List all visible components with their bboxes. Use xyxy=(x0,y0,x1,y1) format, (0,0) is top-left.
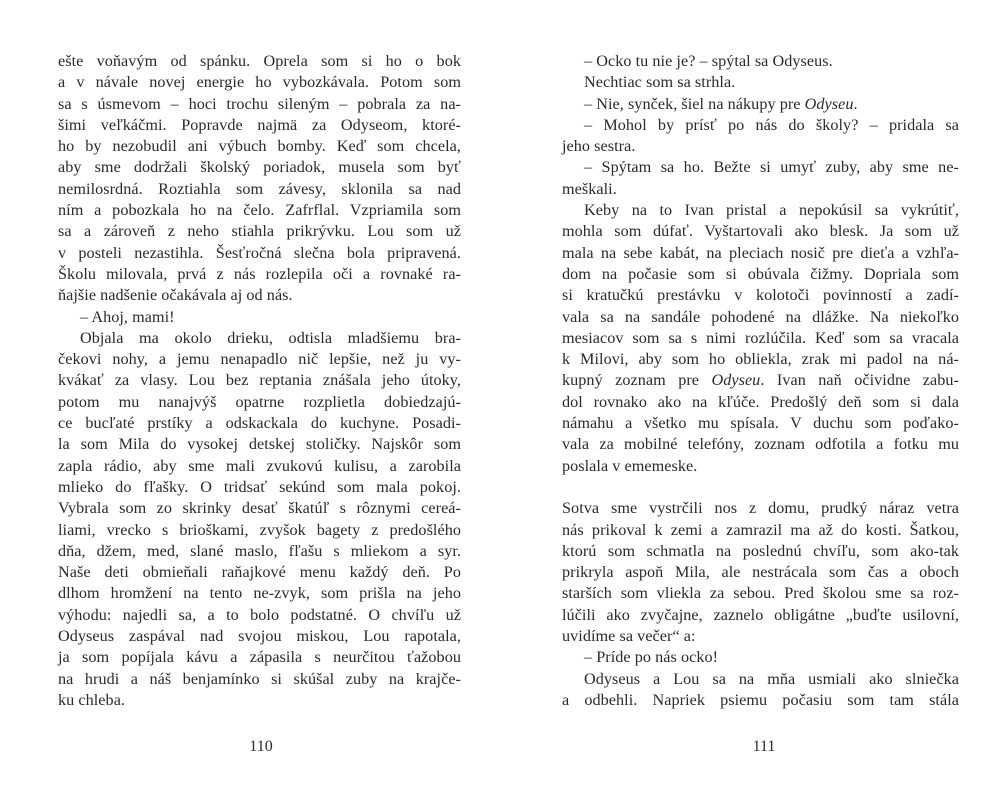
text-segment: – Mohol by prísť po nás do školy? – pridala sa xyxy=(584,115,959,134)
right-page-text xyxy=(562,51,959,711)
text-segment: liami, vrecko s brioškami, zvyšok bagety z predošlého xyxy=(58,520,461,539)
text-segment: ešte voňavým od spánku. Oprela som si ho o bok xyxy=(58,52,461,70)
text-line xyxy=(562,264,959,285)
text-segment: a v návale novej energie ho vybozkávala. Potom som xyxy=(58,73,461,92)
text-line xyxy=(58,264,461,285)
text-line xyxy=(562,200,959,221)
text-line xyxy=(562,328,959,349)
text-segment: zapla rádio, aby sme mali zvukovú kulisu, a zarobila xyxy=(58,456,461,475)
text-segment: mala na sebe kabát, na pleciach nosič pre dieťa a vzhľa- xyxy=(562,243,959,262)
text-segment: vala za mobilné telefóny, zoznam odfotila a fotku mu xyxy=(562,435,959,454)
text-line xyxy=(562,562,959,583)
text-segment: ce bucľaté prstíky a odskackala do kuchyne. Posadi- xyxy=(58,414,461,433)
text-segment: ja som popíjala kávu a zápasila s neurčitou ťažobou xyxy=(58,648,461,667)
text-line xyxy=(58,221,461,242)
text-line xyxy=(562,583,959,604)
text-segment: nás prikoval k zemi a zamrazil ma až do kosti. Šatkou, xyxy=(562,520,959,539)
text-segment: dol rovnako ako na kľúče. Predošlý deň som si dala xyxy=(562,392,959,411)
text-line xyxy=(562,647,959,668)
text-line xyxy=(58,434,461,455)
text-segment: . Ivan naň očividne zabu- xyxy=(760,371,959,390)
text-segment: starších som vliekla za sebou. Pred školou sme sa roz- xyxy=(562,584,959,603)
text-segment: jeho sestra. xyxy=(562,137,636,156)
text-segment: uvidíme sa večer“ a: xyxy=(562,627,696,646)
text-segment: sa s úsmevom – hoci trochu sileným – pobrala za na- xyxy=(58,94,461,113)
text-segment: – Spýtam sa ho. Bežte si umyť zuby, aby sme ne- xyxy=(584,158,959,177)
page-number-right: 111 xyxy=(752,738,776,755)
text-line xyxy=(562,541,959,562)
text-line xyxy=(58,413,461,434)
text-segment: nemilosrdná. Roztiahla som závesy, sklonila sa nad xyxy=(58,179,461,198)
text-line xyxy=(58,370,461,391)
italic-title: Odyseu xyxy=(711,371,761,390)
text-segment: námahu a všetko mu spísala. V duchu som poďako- xyxy=(562,414,959,433)
text-segment: Sotva sme vystrčili nos z domu, prudký náraz vetra xyxy=(562,499,959,518)
text-line xyxy=(562,477,959,498)
text-line xyxy=(58,200,461,221)
text-segment: poslala v ememeske. xyxy=(562,456,698,475)
text-line xyxy=(58,498,461,519)
page-number-left: 110 xyxy=(249,738,273,755)
text-segment: Odyseus zaspával nad svojou miskou, Lou rapotala, xyxy=(58,627,461,646)
text-segment: výhodu: najedli sa, a to bolo podstatné. O chvíľu už xyxy=(58,605,461,624)
text-line xyxy=(58,243,461,264)
text-segment: čekovi nohy, a jemu nenapadlo nič lepšie, než ju vy- xyxy=(58,350,461,369)
text-line xyxy=(58,136,461,157)
text-line xyxy=(58,669,461,690)
text-segment: ňajšie nadšenie očakávala aj od nás. xyxy=(58,286,293,305)
text-segment: si kratučkú prestávku v kolotoči povinností a zadí- xyxy=(562,286,959,305)
text-segment: mlieko do fľašky. O tridsať sekúnd som mala pokoj. xyxy=(58,477,461,496)
text-segment: Objala ma okolo drieku, odtisla mladšiemu bra- xyxy=(80,328,461,347)
text-segment: – Ocko tu nie je? – spýtal sa Odyseus. xyxy=(584,52,833,70)
text-line xyxy=(58,51,461,72)
text-line xyxy=(58,179,461,200)
text-segment: a odbehli. Napriek psiemu počasiu som tam stála xyxy=(562,690,959,709)
text-segment: k Milovi, aby som ho obliekla, zrak mi padol na ná- xyxy=(562,350,959,369)
text-line xyxy=(58,626,461,647)
italic-title: Odyseu xyxy=(804,94,854,113)
text-line xyxy=(562,370,959,391)
text-segment: prikryla aspoň Mila, ale nestrácala som čas a oboch xyxy=(562,563,959,582)
text-line xyxy=(58,605,461,626)
text-segment: šimi veľkáčmi. Popravde najmä za Odyseom, ktoré- xyxy=(58,115,461,134)
text-line xyxy=(562,285,959,306)
text-segment: Vybrala som zo skrinky desať škatúľ s rôznymi cereá- xyxy=(58,499,461,518)
text-line xyxy=(58,94,461,115)
text-line xyxy=(562,136,959,157)
text-line xyxy=(58,477,461,498)
text-line xyxy=(562,157,959,178)
text-line xyxy=(58,115,461,136)
text-segment: Odyseus a Lou sa na mňa usmiali ako slniečka xyxy=(584,669,959,688)
text-segment: dňa, džem, med, slané maslo, fľašu s mliekom a syr. xyxy=(58,541,461,560)
text-segment: kvákať za vlasy. Lou bez reptania znášala jeho útoky, xyxy=(58,371,461,390)
left-page-text xyxy=(58,51,461,711)
text-line xyxy=(562,520,959,541)
text-segment: potom mu nanajvýš opatrne rozplietla dobiedzajú- xyxy=(58,392,461,411)
text-line xyxy=(58,583,461,604)
text-segment: sa a zároveň z neho stiahla prikrývku. Lou som už xyxy=(58,222,461,241)
text-line xyxy=(58,562,461,583)
text-segment: meškali. xyxy=(562,179,617,198)
text-segment: v posteli nezastihla. Šesťročná slečna bola pripravená. xyxy=(58,243,461,262)
text-line xyxy=(562,72,959,93)
text-segment: – Príde po nás ocko! xyxy=(584,648,719,667)
text-segment: na hrudi a náš benjamínko si skúšal zuby na krajče- xyxy=(58,669,461,688)
text-line xyxy=(58,647,461,668)
text-line xyxy=(562,243,959,264)
text-line xyxy=(58,690,461,711)
text-line xyxy=(562,115,959,136)
text-line xyxy=(562,51,959,72)
text-line xyxy=(562,434,959,455)
text-line xyxy=(562,498,959,519)
text-segment: – Ahoj, mami! xyxy=(80,307,175,326)
text-line xyxy=(58,307,461,328)
text-line xyxy=(58,72,461,93)
text-segment: ktorú som schmatla na poslednú chvíľu, som ako-tak xyxy=(562,541,959,560)
text-line xyxy=(562,456,959,477)
text-line xyxy=(58,520,461,541)
text-segment: kupný zoznam pre xyxy=(562,371,712,390)
text-line xyxy=(562,307,959,328)
text-segment: Naše deti obmieňali raňajkové menu každý deň. Po xyxy=(58,563,461,582)
text-segment: lúčili ako zvyčajne, zaznelo obligátne „buďte usilovní, xyxy=(562,605,959,624)
text-line xyxy=(562,626,959,647)
text-line xyxy=(562,392,959,413)
text-segment: la som Mila do vysokej detskej stoličky. Najskôr som xyxy=(58,435,461,454)
text-line xyxy=(58,285,461,306)
text-line xyxy=(58,328,461,349)
text-segment: Školu milovala, prvá z nás rozlepila oči a rovnaké ra- xyxy=(58,264,461,283)
text-segment: aby sme dodržali školský poriadok, musela som byť xyxy=(58,158,461,177)
text-segment: Nechtiac som sa strhla. xyxy=(584,73,736,92)
text-line xyxy=(562,413,959,434)
text-line xyxy=(562,179,959,200)
text-segment: dlhom hromžení na tento ne-zvyk, som prišla na jeho xyxy=(58,584,461,603)
text-line xyxy=(562,669,959,690)
text-line xyxy=(562,94,959,115)
text-line xyxy=(58,392,461,413)
text-segment: Keby na to Ivan pristal a nepokúsil sa vykrútiť, xyxy=(584,201,959,220)
text-segment: mohla som dúfať. Vyštartovali ako blesk. Ja som už xyxy=(562,222,959,241)
text-line xyxy=(58,456,461,477)
text-segment: vala sa na sandále pohodené na dlážke. Na niekoľko xyxy=(562,307,959,326)
text-line xyxy=(58,349,461,370)
text-segment: mesiacov som sa s nimi rozlúčila. Keď som sa vracala xyxy=(562,328,959,347)
text-line xyxy=(562,349,959,370)
text-line xyxy=(562,605,959,626)
text-line xyxy=(562,221,959,242)
text-segment: ku chleba. xyxy=(58,690,126,709)
text-segment: . xyxy=(853,94,858,113)
text-line xyxy=(58,157,461,178)
text-line xyxy=(58,541,461,562)
text-segment: dom na počasie som si obúvala čižmy. Dopriala som xyxy=(562,264,959,283)
text-segment: – Nie, synček, šiel na nákupy pre xyxy=(584,94,805,113)
text-segment: ho by nezobudil ani výbuch bomby. Keď som chcela, xyxy=(58,137,461,156)
text-line xyxy=(562,690,959,711)
text-segment: ním a pobozkala ho na čelo. Zafrflal. Vzpriamila som xyxy=(58,201,461,220)
